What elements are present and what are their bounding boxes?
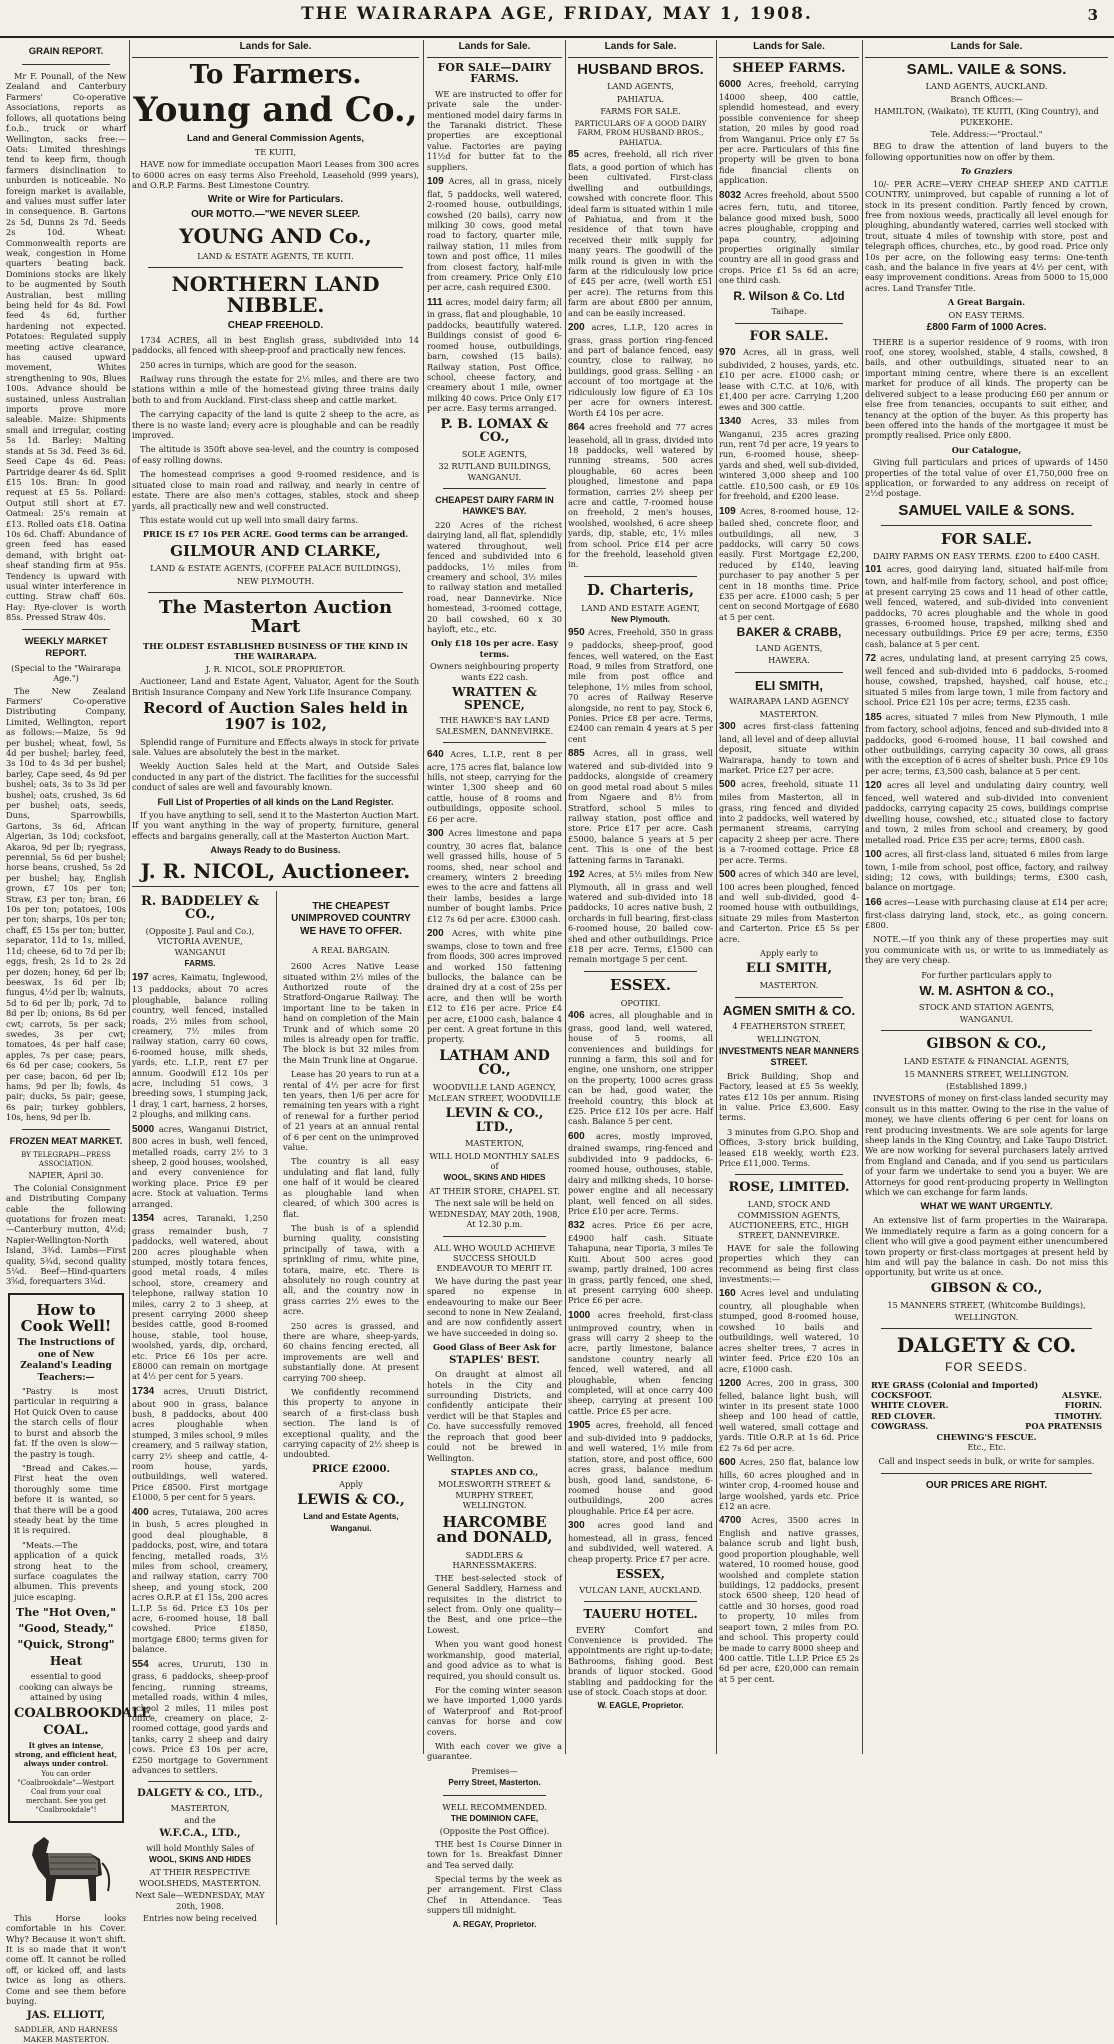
catalogue-title: Our Catalogue, — [951, 444, 1022, 455]
lands-for-sale-header: Lands for Sale. — [568, 40, 713, 58]
list-item: 1340 Acres, 33 miles from Wanganui, 235 acres grazing run, rent 7d per acre, 19 years to run, 6-roomed house, sheep-yards and shed, well sub-divided, wintered 3,000 sheep and 100 cattle. £10,500 cash, or £9 10s for freehold, and £200 lease. — [719, 415, 859, 502]
list-item: 8032 Acres freehold, about 5500 acres fern, tutu, and titoree, balance good mixed bush, 5000 acres ploughable, cropping and papa country, adjoining properties originally similar country are all in good grass and crops. Price £1 5s 6d an acre; one third cash. — [719, 189, 859, 286]
seed-row: Etc., Etc. — [967, 1442, 1006, 1453]
premises: Premises— — [471, 1765, 518, 1776]
real-bargain: A REAL BARGAIN. — [312, 944, 390, 955]
frozen-meat-byline: BY TELEGRAPH—PRESS ASSOCIATION. — [21, 1150, 111, 1168]
baker-town: HAWERA. — [768, 655, 810, 666]
baddeley-ad — [132, 891, 268, 1926]
list-item: 109 Acres, 8-roomed house, 12-bailed shed, concrete floor, and outbuildings, all new, 3 paddocks, will carry 50 cows easily. First Mortgage £2,200, reduced by £140, leaving purchaser to pay another 5 per cent in 18 months time. Price £35 per acre. £1000 cash; 5 per cent on second Mortgage of £680 at 5 per cent. — [719, 505, 860, 622]
agmen-addr: 4 FEATHERSTON STREET, — [732, 1021, 846, 1032]
harcombe-text-4: With each cover we give a guarantee. — [427, 1740, 562, 1762]
gibson-est: (Established 1899.) — [946, 1080, 1027, 1091]
horse-cover-icon — [16, 1829, 116, 1909]
gibson-addr: 15 MANNERS STREET, WELLINGTON. — [904, 1068, 1069, 1079]
list-item: 185 acres, situated 7 miles from New Plymouth, 1 mile from factory, school adjoins, fenced and sub-divided into 8 paddocks, good 6-roomed house, 11 bail cowshed and other outbuildings, carrying capacity 30 cows, all grass with the exception of 6 acres of shelter bush. Price £9 10s per acre; terms, £3,500 cash, balance at 5 per cent. — [865, 711, 1108, 776]
list-item: 101 acres, good dairying land, situated half-mile from town, and half-mile from factory, school, and post office; at present carrying 25 cows and 11 head of other cattle, well fenced, watered, and sub-divided into convenient paddocks, 70 acres ploughable and the whole in good grasses, 6-roomed house, trapshed, milking shed and necessary outbuildings. Price £9 per acre; terms, £350 cash, balance at 5 per cent. — [865, 563, 1108, 649]
staples-brand: STAPLES' BEST. — [449, 1354, 540, 1366]
young-co-town: TE KUITI, — [254, 146, 297, 157]
wfca-next: Next Sale—WEDNESDAY, MAY 20th, 1908. — [135, 1890, 265, 1911]
list-item: 554 acres, Ururuti, 130 in grass, 6 paddocks, sheep-proof fencing, running streams, metalled roads, within 4 miles, school 2 miles, 11 miles post office, creamery on place, 2-roomed cottage, good yards and tanks, carry 2 sheep and dairy cows. Price £3 10s per acre, £250 mortgage to Government advances to settlers. — [132, 1658, 268, 1775]
essex-name: ESSEX, — [616, 1567, 665, 1582]
weekly-market-special: (Special to the "Wairarapa Age.") — [11, 662, 121, 684]
great-bargain: A Great Bargain. — [947, 297, 1026, 308]
coalbrookdale-coal: COAL. — [43, 1723, 89, 1739]
wfca-entries: Entries now being received — [143, 1912, 257, 1923]
catalogue-text: Giving full particulars and prices of upwards of 1450 properties of the total value of over £1,750,000 free on application, or forwarded to any address on receipt of 2½d postage. — [865, 457, 1108, 499]
gibson2-town: WELLINGTON. — [954, 1311, 1019, 1322]
our-motto: OUR MOTTO.—"WE NEVER SLEEP. — [191, 209, 360, 221]
saddler-text: This Horse looks comfortable in his Cover. Why? Because it won't shift. It is so made that it won't come off. It cannot be rolled off, or kicked off, and lasts twice as long as others. Come and see them before buying. — [6, 1912, 126, 2007]
divider — [132, 886, 419, 887]
list-item: 6000 Acres, freehold, carrying 14000 sheep, 400 cattle, splendid homestead, and every possible convenience for sheep station, 20 miles by good road from Wanganui. Price only £7 5s per acre. Particulars of this fine property will be given to bona fide financial clients on application. — [719, 79, 859, 186]
wratten-sub: THE HAWKE'S BAY LAND SALESMEN, DANNEVIRKE. — [435, 715, 554, 736]
gibson-title-2: GIBSON & CO., — [930, 1280, 1043, 1296]
list-item: 406 acres, all ploughable and in grass, good land, well watered, house of 5 rooms, all conveniences and buildings for running a farm, this soil and for engine, one unshorn, one stripper on the property, 1000 acres grass can be had, good water, the freehold country, this block at £25. Price £12 10s per acre. Half cash. Balance 5 per cent. — [568, 1010, 713, 1127]
lomax-sub: SOLE AGENTS, — [461, 448, 528, 459]
cafe-text: THE best 1s Course Dinner in town for 1s. Breakfast Dinner and Tea served daily. — [427, 1838, 562, 1870]
lands-for-sale-header: Lands for Sale. — [427, 40, 562, 58]
lomax-title: P. B. LOMAX & CO., — [440, 416, 549, 446]
coalbrookdale-order: You can order "Coalbrookdale"—Westport Coal from your coal merchant. See you get "Coalbrookdale"! — [17, 1770, 115, 1814]
charteris-town: New Plymouth. — [611, 615, 670, 625]
list-item: 970 Acres, all in grass, well subdivided, 2 houses, yards, etc. £10 per acre. £1000 cash; or lease with C.T.C. at 10/6, with £1,400 per acre. Carrying 1,200 ewes and 300 cattle. — [719, 347, 859, 412]
nibble-text-3: Railway runs through the estate for 2½ miles, and there are two stations within a mile of the homestead giving three trains daily both to and from Auckland. First-class sheep and cattle market. — [132, 374, 419, 405]
list-item: 100 acres, all first-class land, situated 6 miles from large town, 1-mile from school, post office, factory, and railway siding; 12 cows, with buildings; terms, £300 cash, balance on mortgage. — [865, 848, 1108, 893]
cook-meats: "Meats.—The application of a quick strong heat to the surface coagulates the albumen. This prevents juice escaping. — [14, 1539, 118, 1602]
baker-sub: LAND AGENTS, — [755, 642, 823, 653]
cook-phrase-3: "Quick, Strong" — [17, 1638, 115, 1652]
invest-text-2: 3 minutes from G.P.O. Shop and Offices, 3-story brick building, leased £18 weekly, worth £23. Price £11,000. Terms. — [719, 1126, 859, 1169]
cheapest-text-6: We confidently recommend this property to anyone in search of a first-class bush section. The land is of exceptional quality, and the carrying capacity of 2½ sheep is undoubted. — [283, 1387, 419, 1460]
auction-mart-title: The Masterton Auction Mart — [158, 597, 393, 638]
ashton-title: W. M. ASHTON & CO., — [919, 982, 1054, 998]
gilmour-town: NEW PLYMOUTH. — [236, 575, 315, 586]
nicol-text: Auctioneer, Land and Estate Agent, Valuator, Agent for the South British Insurance Company and New York Life Insurance Company. — [132, 676, 419, 697]
nibble-text-5: The altitude is 350ft above sea-level, and the country is composed of easy rolling downs. — [132, 444, 419, 465]
divider — [881, 1328, 1092, 1329]
nibble-price: PRICE IS £7 10s PER ACRE. Good terms can be arranged. — [142, 529, 409, 540]
rose-text: HAVE for sale the following properties which they can recommend as being first class investments:— — [719, 1242, 859, 1284]
page-number: 3 — [1087, 6, 1098, 24]
list-item: 300 Acres limestone and papa country, 30 acres flat, balance well grassed hills, house of 5 rooms, shed, near school and creamery, winters 2 breeding ewes to the acre and fattens all their lambs, besides a large number of bought lambs. Price £12 7s 6d per acre. £3000 cash. — [427, 828, 563, 924]
sheep-farms-title: SHEEP FARMS. — [732, 60, 846, 76]
cook-heat: Heat — [49, 1654, 83, 1669]
record-text-2: Weekly Auction Sales held at the Mart, and Outside Sales conducted in any part of the district. The facilities for the successful conduct of sales are well and favourably known. — [132, 761, 419, 793]
and-the: and the — [184, 1815, 216, 1826]
divider — [148, 267, 403, 268]
divider — [443, 1236, 546, 1237]
rose-sub: LAND, STOCK AND COMMISSION AGENTS, AUCTIONEERS, ETC., HIGH STREET, DANNEVIRKE. — [729, 1199, 849, 1241]
write-wire: Write or Wire for Particulars. — [207, 194, 344, 206]
list-item: 5000 acres, Wanganui District, 800 acres in bush, well fenced, metalled roads, carry 2½ to 3 sheep, 2 good houses, woolshed, and every convenience for working place. Price £9 per acre. Stock at valuation. Terms arranged. — [132, 1123, 268, 1209]
divider — [148, 592, 403, 593]
column-4 — [568, 40, 713, 1754]
list-item: 864 acres freehold and 77 acres leasehold, all in grass, divided into 18 paddocks, well watered by running streams, 500 acres ploughable, 60 acres been ploughed, limestone and papa formation, carries 2½ sheep per acre and cattle, 7-roomed house on freehold, 2 men's houses, woolshed, woolshed, 6 acre sheep yards, dip, stable, etc, 1½ miles from school. Price £14 per acre for the freehold, leasehold given in. — [568, 421, 713, 570]
divider — [584, 971, 697, 972]
nibble-text-4: The carrying capacity of the land is quite 2 sheep to the acre, as there is no waste land; every acre is ploughable and can be readily improved. — [132, 409, 419, 441]
baddeley-farms: FARMS. — [184, 959, 216, 969]
coalbrookdale-ad — [8, 1293, 152, 1823]
to-farmers-title: To Farmers. — [189, 59, 362, 90]
list-item: 200 Acres, with white pine swamps, close to town and free from floods, 300 acres improved and worked 150 fattening bullocks, the balance can be drained dry at a cost of 25s per acre, and then will be worth £12 to £16 per acre. Price £4 per acre, £1000 cash, balance 4 per cent. A great fortune in this property. — [427, 928, 562, 1045]
divider — [735, 997, 843, 998]
lewis-title: LEWIS & CO., — [297, 1491, 405, 1508]
masthead — [0, 0, 1114, 38]
list-item: 111 acres, model dairy farm; all in grass, flat and ploughable, 10 paddocks, beautifully watered. Buildings consist of good 6-roomed house, outbuildings, barn, cowshed (15 bails). Railway station, Post Office, school, cheese factory, and creamery about 1 mile, owner milking 40 cows. Price Only £17 per acre. Easy terms arranged. — [427, 296, 562, 414]
divider — [881, 1473, 1092, 1474]
list-item: 832 acres. Price £6 per acre, £4900 half cash. Situate Tahapuna, near Tiporia, 3 miles Te Kuiti. About 500 acres good swamp, partly drained, 100 acres in grass, partly fenced, one shed, at present carrying 600 sheep. Price £6 per acre. — [568, 1220, 713, 1306]
wratten-title: WRATTEN & SPENCE, — [452, 684, 537, 712]
gilmour-clarke: GILMOUR AND CLARKE, — [170, 541, 381, 560]
list-item: 500 acres, freehold, situate 11 miles from Masterton, all in grass, ring fenced and divided into 2 paddocks, well watered by permanent streams, carrying capacity 2 sheep per acre. There is a 7-roomed cottage. Price £8 per acre. Terms. — [719, 779, 859, 865]
husband-town: PAHIATUA. — [616, 93, 665, 104]
saddler-trade: SADDLER, AND HARNESS MAKER MASTERTON. — [14, 2025, 118, 2044]
nicol-auctioneer: J. R. NICOL, Auctioneer. — [140, 858, 411, 883]
divider — [584, 576, 697, 577]
eli-smith-big: ELI SMITH, — [746, 961, 832, 977]
frozen-meat-text: The Colonial Consignment and Distributing Company cable the following quotations for frozen meat:—Canterbury mutton, 4½d; Napier-Wellington-North Island, 3¾d. Lambs—First quality, 5¾d, second quality 5¼d. Beef—Hind-quarters 3⅝d, forequarters 3⅛d. — [6, 1182, 126, 1287]
harcombe-title: HARCOMBE and DONALD, — [436, 1512, 553, 1547]
staples-text: We have during the past year spared no expense in endeavouring to make our Beer second to none in New Zealand, and are now confidently assert we have succeeded in doing so. — [427, 1275, 562, 1338]
column-rule — [129, 40, 130, 1754]
cafe-prop: A. REGAY, Proprietor. — [452, 1919, 537, 1929]
list-item: 120 acres all level and undulating dairy country, well fenced, well watered and sub-divided into convenient paddocks, carrying capacity 25 cows, buildings comprise dwelling house, cowshed, etc.; situated close to factory and town, 2 miles from school and creamery, by good metalled road. Price £35 per acre; terms, £800 cash. — [865, 780, 1108, 845]
list-item: 192 Acres, at 5½ miles from New Plymouth, all in grass and well watered and sub-divided into 18 paddocks, 10 acres native bush, 2 orchards in full bearing, first-class 6-roomed house, 20 bailed cow-shed and other outbuildings. Price £18 per acre. Terms, £1500 can remain mortgage 5 per cent. — [568, 868, 713, 965]
divider — [881, 1030, 1092, 1031]
list-item: 600 Acres, 250 flat, balance low hills, 60 acres ploughed and in winter crop, 4-roomed house and large woolshed, yards etc. Price £12 an acre. — [719, 1457, 859, 1511]
for-seeds: FOR SEEDS. — [945, 1360, 1028, 1375]
cheapest-text-5: 250 acres is grassed, and there are whare, sheep-yards, 60 chains fencing erected, all improvements are well and substantially done. At present carrying 700 sheep. — [283, 1320, 419, 1383]
young-co-sub: Land and General Commission Agents, — [186, 132, 364, 144]
seed-list — [871, 1380, 1102, 1453]
weekly-market-text: The New Zealand Farmers' Co-operative Distributing Company, Limited, Wellington, report as follows:—Maize, 5s 9d per bushel; wheat, fowl, 5s 4d per bushel; barley, feed, 3s 10d to 4s 3d per bushel; barley, Cape seed, 4s 9d per bushel; oats, 3s to 3s 3d per bushel; oats, crushed, 3s 6d per bushel; oats, seeds, Duns, Sparrowbills, Gartons, 3s 6d, African Algerian, 3s 10d; cocksfoot, Akaroa, 9d per lb; ryegrass, perennial, 5s 6d per bushel; horse beans, crushed, 5s 2d per bushel; hay, English grown, £7 10s per ton; Straw, £3 per ton; bran, £6 10s per ton; potatoes, 100s per ton; sharps, 10s per ton; chaff, £5 15s per ton; butter, separator, 11d to 1s, milled, 11d; cheese, 6d to 7d per lb; eggs, fresh, 2s 1d to 2s 2d per dozen; honey, 6d per lb; beeswax, 1s 6d per lb; fungus, 4½d per lb; walnuts, 5d to 6d per lb; pork, 7d to 8d per lb; onions, 8s 6d per cwt; carrots, 5s per sack; swedes, 3s per cwt; tomatoes, 4s per half case; apples, 7s per case; pears, 6s 6d per case; cookers, 5s per case; bacon, 6d per lb; hams, 9d per lb; fowls, 4s pair; ducks, 5s pair; geese, 6s pair; turkey gobblers, 10s, hens, 9d per lb. — [6, 685, 126, 1123]
agmen-smith-title: AGMEN SMITH & CO. — [722, 1002, 856, 1018]
list-item: 1354 acres, Taranaki, 1,250 grass remainder bush, 7 paddocks, well watered, about 200 acres ploughable when stumped, mostly totara fences, good metal roads, 4 miles school, store, creamery and telephone, railway station 10 miles, carry 2 to 3 sheep, at present carrying 2000 sheep besides cattle, good 8-roomed house, stable, tool house, woolshed, yards, dip, orchard, etc. Price £6 10s per acre. £8000 can remain on mortgage at 4½ per cent for 5 years. — [132, 1213, 268, 1382]
wfca: W.F.C.A., LTD., — [159, 1827, 241, 1839]
cook-well-title: How to Cook Well! — [20, 1300, 112, 1335]
agmen-town: WELLINGTON. — [757, 1033, 821, 1044]
nicol-proprietor: J. R. NICOL, SOLE PROPRIETOR. — [205, 663, 346, 674]
prices-right: OUR PRICES ARE RIGHT. — [925, 1479, 1048, 1491]
charteris-sub: LAND AND ESTATE AGENT, — [581, 602, 700, 613]
column-rule — [862, 40, 863, 1754]
ashton-town: WANGANUI. — [959, 1014, 1014, 1025]
cook-essential: essential to good cooking can always be attained by using — [19, 1671, 113, 1703]
want-urgently: WHAT WE WANT URGENTLY. — [920, 1201, 1053, 1213]
coalbrookdale-brand: COALBROOKDALE — [14, 1705, 152, 1721]
well-recommended: WELL RECOMMENDED. — [442, 1801, 547, 1812]
list-item: 1000 acres freehold, first-class unimproved country, when in grass will carry 2 sheep to the acre, partly limestone, balance sandstone country nearly all fenced, well watered, and all ploughable, when fencing completed, will at once carry 400 sheep, carrying at present 100 cattle. Price £5 per acre. — [568, 1309, 713, 1416]
cook-bread: "Bread and Cakes.—First heat the oven thoroughly some time before it is wanted, so that there will be a good steady heat by the time it is required. — [14, 1462, 118, 1536]
gilmour-sub: LAND & ESTATE AGENTS, (COFFEE PALACE BUILDINGS), — [150, 563, 401, 574]
nibble-text-1: 1734 ACRES, all in best English grass, subdivided into 14 paddocks, all fenced with sheep-proof and practically new fences. — [132, 334, 419, 356]
young-co-title: Young and Co., — [133, 89, 418, 130]
vaile-branches: HAMILTON, (Waikato), TE KUITI, (King Country), and PUKEKOHE. — [874, 106, 1099, 127]
list-item: 500 acres of which 340 are level, 100 acres been ploughed, fenced and well sub-divided, good 4-roomed house with outbuildings, situate 29 miles from Masterton and Carterton. Price £5 5s per acre. — [719, 868, 859, 944]
seed-row: COCKSFOOT. ALSYKE. — [871, 1389, 1102, 1400]
vaile-title: SAML. VAILE & SONS. — [906, 60, 1067, 78]
divider — [735, 672, 843, 673]
husband-title: HUSBAND BROS. — [577, 60, 704, 78]
list-item: 400 acres, Tutaiawa, 200 acres in bush, 5 acres ploughed in good deal ploughable, 8 paddocks, post, wire, and totara fencing, metalled roads, 3½ miles from school, creamery, and railway station, carry 700 sheep, and young stock, 200 acres O.R.P. at £1 15s, 200 acres L.I.P. 5s 6d. Price £3 10s per acre, 6-roomed house, 18 ball cowshed. Price £1850, mortgage £800; terms given for balance. — [132, 1506, 269, 1655]
seed-row: CHEWING'S FESCUE. — [936, 1431, 1037, 1442]
cafe-text-2: Special terms by the week as per arrangement. First Class Chef in Attendance. Teas suppers till midnight. — [427, 1874, 562, 1916]
seed-row: COWGRASS. POA PRATENSIS — [871, 1421, 1102, 1432]
harcombe-sub: SADDLERS & HARNESSMAKERS. — [452, 1550, 537, 1571]
list-item: 640 Acres, L.I.P., rent 8 per acre, 175 acres flat, balance low hills, not steep, carrying for the winter 1,300 sheep and 60 cattle, house of 8 rooms and outbuildings, opposite school. £6 per acre. — [427, 748, 563, 824]
divider — [443, 742, 546, 743]
taueru-text: EVERY Comfort and Convenience is provided. The appointments are right up-to-date; Bathrooms, fishing good. Best brands of liquor stocked. Good stabling and paddocking for the use of stock. Coach stops at door. — [568, 1624, 713, 1698]
wilson-town: Taihape. — [771, 306, 807, 317]
seed-row: RYE GRASS (Colonial and Imported) — [871, 1379, 1039, 1390]
hawkes-price: Only £18 10s per acre. Easy terms. — [430, 638, 559, 659]
list-item: 72 acres, undulating land, at present carrying 25 cows, well fenced and sub-divided into 6 paddocks, 5-roomed house, cowshed, trapshed, hayshed, calf house, etc.; situated 5 miles from large town, 1 mile from factory and school. Price £21 10s per acre; terms, £235 cash. — [865, 653, 1108, 708]
eli-smith-title: ELI SMITH, — [755, 677, 823, 693]
farm-1000-acres: £800 Farm of 1000 Acres. — [926, 321, 1047, 333]
divider — [443, 488, 546, 489]
cheapest-text-1: 2600 Acres Native Lease situated within 2½ miles of the Authorized route of the Stratford-Ongarue Railway. The important line to be taken in hand on completion of the Main Trunk and of which some 20 miles is already open for traffic. The block is but 32 miles from the Main Trunk line at Ongarue. — [283, 961, 419, 1065]
lomax-addr: 32 RUTLAND BUILDINGS, WANGANUI. — [438, 461, 551, 482]
divider — [22, 629, 110, 630]
list-item: 885 Acres, all in grass, well watered and sub-divided into 9 paddocks, alongside of creamery on good metal road about 5 miles from Ngaere and 8½ from Stratford, school 5 miles to railway station, post office and store. Price £17 per acre. Cash £5000, balance 5 years at 5 per cent. This is one of the best fattening farms in Taranaki. — [568, 748, 713, 865]
cheapest-country: THE CHEAPEST UNIMPROVED COUNTRY WE HAVE TO OFFER. — [291, 900, 411, 938]
wilson-title: R. Wilson & Co. Ltd — [733, 288, 845, 303]
cook-phrase-1: The "Hot Oven," — [16, 1606, 116, 1620]
premises-addr: Perry Street, Masterton. — [448, 1778, 541, 1788]
levin-sales: WOOL, SKINS AND HIDES — [443, 1173, 546, 1183]
grain-report-heading: GRAIN REPORT. — [28, 46, 104, 57]
bargain-terms: ON EASY TERMS. — [948, 309, 1025, 320]
harcombe-text-3: For the coming winter season we have imported 1,000 yards of Waterproof and Rot-proof canvas for horse and cow covers. — [427, 1684, 562, 1737]
list-item: 300 acres good land and homestead, all in grass, fenced and subdivided, well watered. A cheap property. Price £7 per acre. — [568, 1520, 713, 1564]
record-sales: Record of Auction Sales held in 1907 is 102, — [143, 699, 408, 733]
hawkes-bay-title: CHEAPEST DAIRY FARM IN HAWKE'S BAY. — [435, 495, 554, 517]
vaile-text: BEG to draw the attention of land buyers to the following opportunities now on offer by them. — [865, 141, 1108, 162]
lands-for-sale-header: Lands for Sale. — [865, 40, 1108, 58]
ashton-note: NOTE.—If you think any of these properties may suit you communicate with us, or write to us immediately as they are very cheap. — [865, 934, 1108, 966]
graziers-text: 10/- PER ACRE—VERY CHEAP SHEEP AND CATTLE COUNTRY, unimproved, but capable of running a lot of stock in its present condition. Partly fenced by crown, free from noxious weeds, practically all level enough for ploughing, abundantly watered, carries well stocked with trout, situate 4 miles of township with store, post and telegraph offices, churches, etc., by good road. Price only 10s per acre, on the following easy terms: One-tenth cash, and the balance in five years at 4½ per cent, with easy improvement conditions. Areas from 5000 to 15,000 acres. Land Transfer Title. — [865, 178, 1108, 293]
column-6 — [865, 40, 1108, 1754]
staples-glass: Good Glass of Beer Ask for — [432, 1342, 557, 1353]
always-ready: Always Ready to do Business. — [210, 845, 341, 856]
column-2 — [132, 40, 419, 1923]
young-co-title-2: YOUNG AND Co., — [179, 223, 372, 248]
dalgety-small: DALGETY & CO., LTD., — [137, 1788, 263, 1800]
column-rule — [423, 40, 424, 1754]
cook-phrase-2: "Good, Steady," — [18, 1622, 114, 1636]
saddler-name: JAS. ELLIOTT, — [26, 2010, 106, 2022]
column-1 — [6, 40, 152, 2044]
ashton-particulars: For further particulars apply to — [921, 969, 1052, 980]
column-3 — [427, 40, 563, 1929]
eli-apply: Apply early to — [760, 948, 818, 959]
for-sale-title: FOR SALE. — [940, 529, 1033, 548]
nibble-text-6: The homestead comprises a good 9-roomed residence, and is situated close to main road and railway, and nearly in centre of estate. There are also men's cottages, stables, stock and sheep yards, all practically new and well constructed. — [132, 469, 419, 511]
hawkes-owner: Owners neighbouring property wants £22 cash. — [430, 661, 559, 682]
coalbrookdale-note: It gives an intense, strong, and efficient heat, always under control. — [14, 1740, 118, 1768]
list-item: 950 Acres, Freehold, 350 in grass 9 paddocks, sheep-proof, good fences, well watered, on the East Road, 9 miles from Stratford, one mile from post office and telephone, 1½ miles from school, 70 acres of Railway Reserve alongside, no rent to pay, Stock 6, Ponies. Price £8 per acre. Terms, £2400 can remain 4 years at 5 per cent — [568, 627, 713, 744]
dalgety-title: DALGETY & CO. — [896, 1333, 1077, 1358]
vaile-tele: Tele. Address:—"Proctaul." — [930, 129, 1043, 140]
cheapest-text-2: Lease has 20 years to run at a rental of 4½ per acre for first ten years, then 1/6 per acre for remaining ten years with a right of renewal for a further period of 21 years at an annual rental of 6 per cent on the unimproved value. — [283, 1069, 419, 1153]
staples-head: ALL WHO WOULD ACHIEVE SUCCESS SHOULD ENDEAVOUR TO MERIT IT. — [433, 1242, 556, 1274]
wfca-sales: WOOL, SKINS AND HIDES — [148, 1854, 252, 1864]
young-co-sub-2: LAND & ESTATE AGENTS, TE KUITI. — [197, 250, 354, 261]
levin-title: LEVIN & CO., LTD., — [445, 1105, 544, 1135]
full-list: Full List of Properties of all kinds on the Land Register. — [157, 796, 394, 807]
lewis-town: Wanganui. — [330, 1524, 372, 1534]
wfca-text: will hold Monthly Sales of — [146, 1842, 254, 1853]
hawkes-text: 220 Acres of the richest dairying land, all flat, splendidly watered throughout, well fenced and subdivided into 6 paddocks, 1½ miles from creamery and school, 3½ miles to railway station and metalled road, near Dannevirke. Nice homestead, 3-roomed cottage, 20 bail cowshed, 60 x 30 hayloft, etc., etc. — [427, 519, 562, 634]
eli-big-town: MASTERTON. — [759, 980, 819, 991]
list-item: 200 acres, L.I.P., 120 acres in grass, grass portion ring-fenced and part of balance fenced, easy country, close to railway, no buildings, good grass. Selling - an account of too mortgage at the ridiculously low figure of £3 10s per acre for owners interest. Worth £4 10s per acre. — [568, 321, 713, 418]
list-item: 600 acres, mostly improved, drained swamps, ring-fenced and subdivided into 9 paddocks, 6-roomed house, outhouses, stable, dairy and milking sheds, 10 horse-power engine and all necessary plant, well fenced on all sides. Price £10 per acre. Terms. — [568, 1130, 713, 1216]
eli-town: MASTERTON. — [759, 708, 819, 719]
gibson2-addr: 15 MANNERS STREET, (Whitcombe Buildings), — [887, 1299, 1086, 1310]
cheapest-text-3: The country is all easy undulating and flat land, fully one half of it would be cleared as ploughable land when cleared, of which 300 acres is flat. — [283, 1156, 419, 1219]
lands-for-sale-header: Lands for Sale. — [132, 40, 419, 58]
divider — [735, 1174, 843, 1175]
call-inspect: Call and inspect seeds in bulk, or write for samples. — [878, 1456, 1095, 1467]
grain-report-text: Mr F. Pounall, of the New Zealand and Canterbury Farmers' Co-operative Associations, reports as follows, all quotations being f.o.b., truck or wharf Wellington, sacks free:—Oats: Limited threshings tend to keep firm, though farmers disinclination to unburden is noticeable. No foreign market is available, and values must suffer later in consequence. B. Gartons 2s 5d, Dunns 2s 7d. Seeds 2s 10d. Wheat: Commonwealth reports are weak, congestion in Home quarters beating back. Dominions stocks are likely to be augmented by South Australian, best milling being held for 4s 8d. Fowl feed 4s 6d, further hardening not expected. Potatoes: Regulated supply meeting active clearance, has caused upward movement, Whites strengthening to 90s, Blues 100s. Advance should be sustained, unless Australian imports prove more saleable. Maize: Shipments small and irregular, costing 5s 1d. Barley: Malting stands at 5s 3d. Feed 3s 6d. Seed Cape 4s 6d. Peas: Partridge dearer 4s 6d. Split £15 10s. Bran: In good request at £5 5s. Pollard: Output still short at £7. Oatmeal: 25's remain at £13. Rolled oats £18. Oatina 10s 6d. Chaff: Abundance of green feed has eased demand, with bright oat-sheaf standing firm at 95s. Tendency is upward with usual winter interference in cutting. Straw chaff 60s. Hay: Rye-clover is worth 85s. Pressed Straw 40s. — [6, 71, 126, 623]
opotiki: OPOTIKI. — [620, 997, 661, 1008]
list-item: 1905 acres, freehold, all fenced and sub-divided into 9 paddocks, and well watered, 1½ mile from station, store, and post office, 600 acres grass, balance medium bush, good land, sandstone, 6-roomed house and good outbuildings, 200 acres ploughable. Price £4 per acre. — [568, 1420, 713, 1516]
levin-text: WILL HOLD MONTHLY SALES of — [429, 1150, 560, 1172]
levin-at: AT THEIR STORE, CHAPEL ST. — [429, 1185, 560, 1196]
list-item: 1734 acres, Uruuti District, about 900 in grass, balance bush, 8 paddocks, about 400 acres ploughable when stumped, 3 miles school, 9 miles creamery, and 5 railway station, carry 2½ sheep and cattle, 4-room house, yards, outbuildings, well watered. Price £8500. First mortgage £1000, 5 per cent for 5 years. — [132, 1385, 268, 1503]
gibson-text: INVESTORS of money on first-class landed security may consult us in this matter. Owing to the rise in the value of money, we have clients offering 6 per cent for loans on rent producing investments. We are sole agents for large sheep lands in the King Country, and Lake Taupo District. We are now working for several purchasers lately arrived from England and Canada, and if you send us particulars of your farm we undertake to send you a buyer. We are Attorneys for good rent-producing property in Wellington which we can exchange for farm lands. — [865, 1093, 1108, 1197]
staples-text-2: On draught at almost all hotels in the City and surrounding Districts, and confidently anticipate their verdict will be that Staples and Co. have successfully removed the reproach that good beer could not be brewed in Wellington. — [427, 1369, 562, 1463]
husband-farms: FARMS FOR SALE. — [600, 106, 681, 117]
cafe-title: THE DOMINION CAFE, — [450, 1813, 539, 1823]
nibble-text-7: This estate would cut up well into small dairy farms. — [140, 514, 359, 525]
list-item: 1200 Acres, 200 in grass, 300 felled, balance light bush, will winter in its present state 1000 sheep and 100 head of cattle, well watered, small cottage and yards. Title O.R.P. at 1s 6d. Price £2 7s 6d per acre. — [719, 1377, 859, 1453]
dalgety-small-town: MASTERTON, — [170, 1803, 230, 1814]
harcombe-text-2: When you want good honest workmanship, good material, and good advice as to what is required, you should consult us. — [427, 1639, 562, 1681]
cheapest-text-4: The bush is of a splendid burning quality, consisting principally of tawa, with a sprinkling of rimu, white pine, totara, maire, etc. There is absolutely no rough country at all, and the country now in grass carries 2½ ewes to the acre. — [283, 1222, 419, 1317]
lewis-ad — [276, 891, 419, 1926]
baker-crabb-title: BAKER & CRABB, — [736, 625, 842, 640]
seed-row: WHITE CLOVER. FIORIN. — [871, 1400, 1102, 1411]
gibson-title: GIBSON & CO., — [926, 1036, 1047, 1053]
eli-line: WAIRARAPA LAND AGENCY — [729, 696, 849, 707]
list-item: 166 acres—Lease with purchasing clause at £14 per acre; first-class dairying land, stock, etc., as going concern. £800. — [865, 896, 1108, 930]
weekly-market-heading: WEEKLY MARKET REPORT. — [24, 635, 108, 659]
divider — [22, 64, 110, 65]
young-co-text: HAVE now for immediate occupation Maori Leases from 300 acres to 6000 acres on easy terms Also Freehold, Leasehold (999 years), and O.R.P. Farms. Best Limestone Country. — [132, 159, 419, 190]
latham-sub: WOODVILLE LAND AGENCY, McLEAN STREET, WOODVILLE — [428, 1082, 561, 1103]
rose-title: ROSE, LIMITED. — [728, 1180, 850, 1196]
harcombe-text: THE best-selected stock of General Saddlery, Harness and requisites in the district to select from. Only one quality—the Best, and one price—the Lowest. — [427, 1572, 562, 1635]
cook-well-subtitle: The Instructions of one of New Zealand's Leading Teachers:— — [17, 1338, 115, 1383]
list-item: 300 acres first-class fattening land, all level and of deep alluvial deposit, situate within Wairarapa, handy to town and market. Price £27 per acre. — [719, 721, 859, 776]
list-item: 4700 Acres, 3500 acres in English and native grasses, balance scrub and light bush, good proportion ploughable, well watered, 10 roomed house, good woolshed and complete station buildings, 12 paddocks, present stock 6500 sheep, 120 head of cattle and 30 horses, good road to property, 10 miles from seaport town, 2 miles from P.O. and school. This property could be made to carry 8000 sheep and 400 cattle. Title L.I.P. Price £5 2s 6d per acre, £20,000 can remain at 5 per cent. — [719, 1515, 859, 1684]
col2-lower — [132, 891, 419, 1926]
staples-sub: MOLESWORTH STREET & MURPHY STREET, WELLINGTON. — [437, 1479, 551, 1511]
dairy-terms: DAIRY FARMS ON EASY TERMS. £200 to £400 CASH. — [873, 551, 1100, 562]
lands-for-sale-header: Lands for Sale. — [719, 40, 859, 58]
husband-intro: PARTICULARS OF A GOOD DAIRY FARM, FROM HUSBAND BROS., PAHIATUA. — [574, 118, 707, 147]
divider — [584, 1601, 697, 1602]
farm-text: THERE is a superior residence of 9 rooms, with iron roof, one storey, woolshed, stable, 4 stalls, cowshed, 8 bails, and other outbuildings, situated near to an important mining centre, where there is an excellent market for produce of all kinds. The property can be delivered subject to a lease producing £60 per annum or else free from tenancies, occupants to suit either, and tenancy at the option of the buyer. As this property has been offered into the hands of the mortgagee it must be promptly realised. Price only £800. — [865, 336, 1108, 441]
levin-town: MASTERTON, — [465, 1138, 524, 1149]
frozen-meat-dateline: NAPIER, April 30. — [28, 1170, 104, 1181]
vaile-branch: Branch Offices:— — [950, 93, 1023, 104]
column-rule — [565, 40, 566, 1754]
staples-title: STAPLES AND CO., — [450, 1466, 539, 1477]
gibson-sub: LAND ESTATE & FINANCIAL AGENTS, — [903, 1056, 1070, 1067]
apply: Apply — [339, 1478, 363, 1489]
divider — [881, 525, 1092, 526]
auction-mart-sub: THE OLDEST ESTABLISHED BUSINESS OF THE KIND IN THE WAIRARAPA. — [143, 641, 408, 662]
nibble-text-2: 250 acres in turnips, which are good for the season. — [140, 359, 357, 370]
for-sale-title: FOR SALE. — [749, 328, 829, 344]
cheapest-price: PRICE £2000. — [312, 1463, 390, 1475]
husband-sub: LAND AGENTS, — [607, 81, 674, 92]
list-item: 197 acres, Kaimatu, Inglewood, 13 paddocks, about 70 acres ploughable, balance rolling country, well fenced, installed roads, 2½ miles from school, creamery, 7½ miles from railway station, carry 60 cows, 6-roomed house, milk sheds, yards, etc. L.I.P., rent £7 per annum. Goodwill £12 10s per acre, including 51 cows, 3 breeding sows, 1 stumping jack, 1 dray, 1 cart, harness, 2 horses, 2 ploughs, and milking cans. — [132, 971, 268, 1120]
seed-row: RED CLOVER. TIMOTHY. — [871, 1410, 1102, 1421]
vaile-title-2: SAMUEL VAILE & SONS. — [898, 501, 1075, 519]
column-rule — [716, 40, 717, 1754]
dairy-intro: WE are instructed to offer for private sale the under-mentioned model dairy farms in the Taranaki district. These properties are exceptional value. Factories are paying 11½d for butter fat to the suppliers. — [427, 88, 562, 172]
list-item: 109 Acres, all in grass, nicely flat, 5 paddocks, well watered, 2-roomed house, outbuildings, cowshed (20 bails), carry now milking 30 cows, good metal road to factory, quarter mile, railway station, 11 miles from town and post office, 11 miles from closest factory, half-mile from creamery. Price Only £10 per acre, cash required £300. — [427, 176, 563, 293]
lewis-sub: Land and Estate Agents, — [303, 1511, 399, 1521]
latham-title: LATHAM AND CO., — [439, 1047, 550, 1079]
levin-next: The next sale will be held on WEDNESDAY, MAY 20th, 1908, At 12.30 p.m. — [428, 1198, 560, 1230]
want-text: An extensive list of farm properties in the Wairarapa. We immediately require a farm as a going concern for a client who will give a good payment either unencumbered town property or first-class mortgages at present held by him and will pay the balance in cash. Do not miss this opportunity, but write us at once. — [865, 1215, 1108, 1278]
invest-text: Brick Building, Shop and Factory, leased at £5 5s weekly, rates £12 10s per annum. Rising in value. Price £3,600. Easy terms. — [719, 1070, 859, 1123]
full-list-text: If you have anything to sell, send it to the Masterton Auction Mart. If you want anything in the way of property, furniture, general effects and bargains generally, call at the Masterton Auction Mart. — [132, 810, 419, 841]
frozen-meat-heading: FROZEN MEAT MARKET. — [9, 1135, 123, 1147]
essex-addr: VULCAN LANE, AUCKLAND. — [579, 1584, 702, 1595]
divider — [22, 1129, 110, 1130]
record-text-1: Splendid range of Furniture and Effects always in stock for private sale. Values are absolutely the best in the market. — [132, 736, 419, 758]
list-item: 85 acres, freehold, all rich river flats, a good portion of which has been cultivated. First-class dwelling and outbuildings, cowshed with concrete floor. This ideal farm is situated within 1 mile of Pahiatua, and from it the residence of that town have received their milk supply for many years. The goodwill of the milk round is given in with the farm at the ridiculously low price of £45 per acre, (well worth £51 per acre). The returns from this farm are about £800 per annum, and can be easily increased. — [568, 149, 714, 318]
baddeley-title: R. BADDELEY & CO., — [141, 893, 259, 923]
essex-title: ESSEX. — [609, 975, 672, 994]
column-5 — [719, 40, 859, 1754]
wfca-at: AT THEIR RESPECTIVE WOOLSHEDS, MASTERTON. — [139, 1867, 261, 1888]
graziers-head: To Graziers — [960, 166, 1013, 177]
investments-title: INVESTMENTS NEAR MANNERS STREET. — [719, 1045, 860, 1068]
list-item: 160 Acres level and undulating country, all ploughable when stumped, good 8-roomed house, cowshed 10 bails and outbuildings, well watered, 10 acres shelter trees, 7 acres in winter feed. Price £20 10s an acre, £1000 cash. — [719, 1288, 859, 1374]
divider — [148, 1781, 252, 1782]
masthead-title: THE WAIRARAPA AGE, FRIDAY, MAY 1, 1908. — [301, 4, 813, 24]
divider — [443, 1795, 546, 1796]
vaile-sub: LAND AGENTS, AUCKLAND. — [925, 81, 1048, 92]
land-nibble-title: NORTHERN LAND NIBBLE. — [171, 272, 380, 318]
divider — [735, 323, 843, 324]
charteris-title: D. Charteris, — [586, 580, 695, 599]
cook-pastry: "Pastry is most particular in requiring a Hot Quick Oven to cause the starch cells of flour to burst and absorb the fat. If the oven is slow—the pastry is tough. — [14, 1386, 118, 1459]
taueru-title: TAUERU HOTEL. — [583, 1607, 698, 1622]
ashton-sub: STOCK AND STATION AGENTS, — [918, 1001, 1055, 1012]
cafe-sub: (Opposite the Post Office). — [439, 1826, 550, 1837]
dairy-farms-title: FOR SALE—DAIRY FARMS. — [437, 60, 552, 86]
taueru-prop: W. EAGLE, Proprietor. — [597, 1701, 684, 1711]
cheap-freehold: CHEAP FREEHOLD. — [227, 320, 324, 332]
baddeley-sub: (Opposite J. Paul and Co.), VICTORIA AVENUE, WANGANUI — [145, 925, 255, 957]
